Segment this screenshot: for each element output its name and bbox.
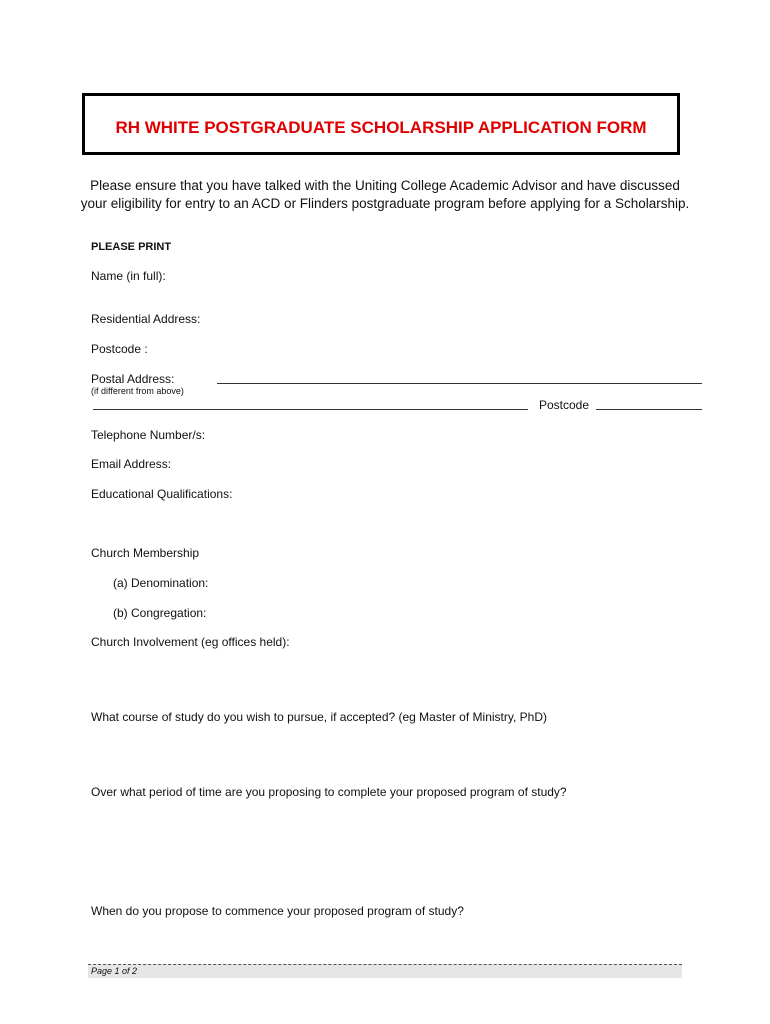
period-of-time-question: Over what period of time are you proposing to complete your proposed program of study? (91, 785, 567, 799)
form-title-box (82, 93, 680, 155)
intro-paragraph: Please ensure that you have talked with the Uniting College Academic Advisor and have discussed your eligibility for entry to an ACD or Flinders postgraduate program before applying for a Scholarship. (80, 178, 690, 211)
name-label: Name (in full): (91, 269, 166, 283)
postal-address-line-1[interactable] (217, 383, 702, 384)
residential-address-label: Residential Address: (91, 312, 201, 326)
postal-address-note: (if different from above) (91, 386, 184, 396)
telephone-label: Telephone Number/s: (91, 428, 206, 442)
email-label: Email Address: (91, 457, 172, 471)
page-number: Page 1 of 2 (91, 966, 138, 976)
please-print-label: PLEASE PRINT (91, 241, 172, 253)
postcode-label: Postcode : (91, 342, 148, 356)
commence-question: When do you propose to commence your proposed program of study? (91, 904, 464, 918)
denomination-label: (a) Denomination: (113, 576, 209, 590)
course-of-study-question: What course of study do you wish to pursue, if accepted? (eg Master of Ministry, PhD) (91, 710, 547, 724)
congregation-label: (b) Congregation: (113, 606, 207, 620)
qualifications-label: Educational Qualifications: (91, 487, 233, 501)
postal-postcode-line[interactable] (596, 409, 702, 410)
church-involvement-label: Church Involvement (eg offices held): (91, 635, 290, 649)
page-footer (88, 964, 682, 978)
form-title: RH WHITE POSTGRADUATE SCHOLARSHIP APPLICATION FORM (115, 118, 647, 137)
postal-address-line-2[interactable] (93, 409, 528, 410)
postal-address-label: Postal Address: (91, 372, 175, 386)
church-membership-label: Church Membership (91, 546, 200, 560)
postal-postcode-label: Postcode (539, 398, 590, 412)
